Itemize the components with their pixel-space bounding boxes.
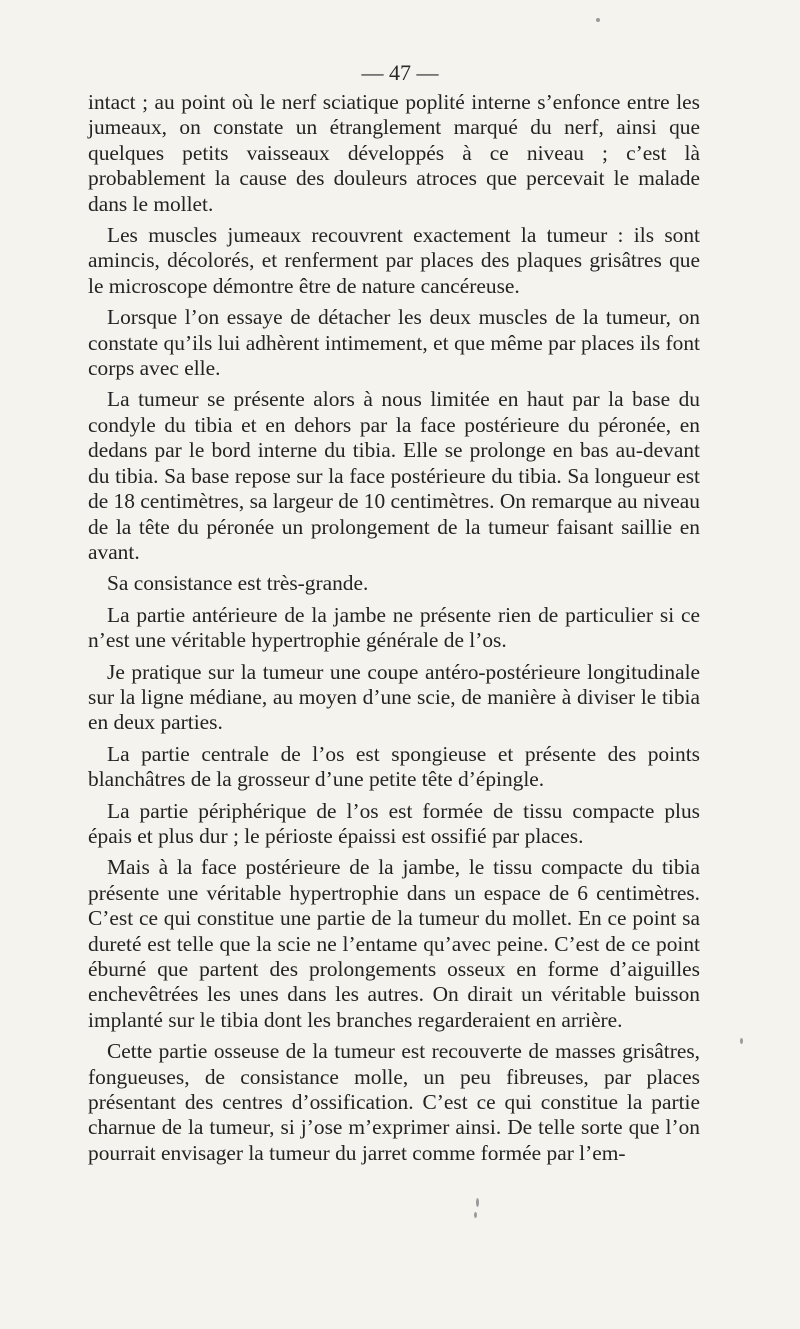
paragraph: La partie périphérique de l’os est formée de tissu compacte plus épais et plus dur ; le périoste épaissi est ossifié par places. bbox=[88, 798, 700, 848]
paragraph: Lorsque l’on essaye de détacher les deux muscles de la tumeur, on constate qu’ils lui adhèrent intimement, et que même par places ils font corps avec elle. bbox=[88, 305, 700, 381]
paragraph: Sa consistance est très-grande. bbox=[107, 571, 369, 596]
paper-speck bbox=[596, 18, 600, 22]
paragraph: intact ; au point où le nerf sciatique poplité interne s’enfonce entre les jumeaux, on constate un étranglement marqué du nerf, ainsi que quelques petits vaisseaux développés à ce niveau ; c’est là probablement la cause des douleurs atroces que percevait le malade dans le mollet. bbox=[88, 90, 700, 216]
paper-speck bbox=[476, 1198, 479, 1207]
paragraph: Je pratique sur la tumeur une coupe antéro-postérieure longitudinale sur la ligne médiane, au moyen d’une scie, de manière à diviser le tibia en deux parties. bbox=[88, 659, 700, 735]
paragraph: La tumeur se présente alors à nous limitée en haut par la base du condyle du tibia et en dehors par la face postérieure du péronée, en dedans par le bord interne du tibia. Elle se prolonge en bas au-devant du tibia. Sa base repose sur la face postérieure du tibia. Sa longueur est de 18 centimètres, sa largeur de 10 centimètres. On remarque au niveau de la tête du péronée un prolongement de la tumeur faisant saillie en avant. bbox=[88, 387, 700, 564]
paragraph: Mais à la face postérieure de la jambe, le tissu compacte du tibia présente une véritable hypertrophie dans un espace de 6 centimètres. C’est ce qui constitue une partie de la tumeur du mollet. En ce point sa dureté est telle que la scie ne l’entame qu’avec peine. C’est de ce point éburné que partent des prolongements osseux en forme d’aiguilles enchevêtrées les unes dans les autres. On dirait un véritable buisson implanté sur le tibia dont les branches regarderaient en arrière. bbox=[88, 855, 700, 1032]
body-text bbox=[88, 90, 700, 1166]
paragraph: Cette partie osseuse de la tumeur est recouverte de masses grisâtres, fongueuses, de consistance molle, un peu fibreuses, par places présentant des centres d’ossification. C’est ce qui constitue la partie charnue de la tumeur, si j’ose m’exprimer ainsi. De telle sorte que l’on pourrait envisager la tumeur du jarret comme formée par l’em- bbox=[88, 1039, 700, 1165]
paragraph: La partie centrale de l’os est spongieuse et présente des points blanchâtres de la grosseur d’une petite tête d’épingle. bbox=[88, 741, 700, 792]
page-number: — 47 — bbox=[361, 60, 439, 85]
paper-speck bbox=[474, 1212, 477, 1218]
paper-speck bbox=[740, 1038, 743, 1044]
paragraph: La partie antérieure de la jambe ne présente rien de particulier si ce n’est une véritable hypertrophie générale de l’os. bbox=[88, 602, 700, 653]
paragraph: Les muscles jumeaux recouvrent exactement la tumeur : ils sont amincis, décolorés, et renferment par places des plaques grisâtres que le microscope démontre être de nature cancéreuse. bbox=[88, 223, 700, 298]
